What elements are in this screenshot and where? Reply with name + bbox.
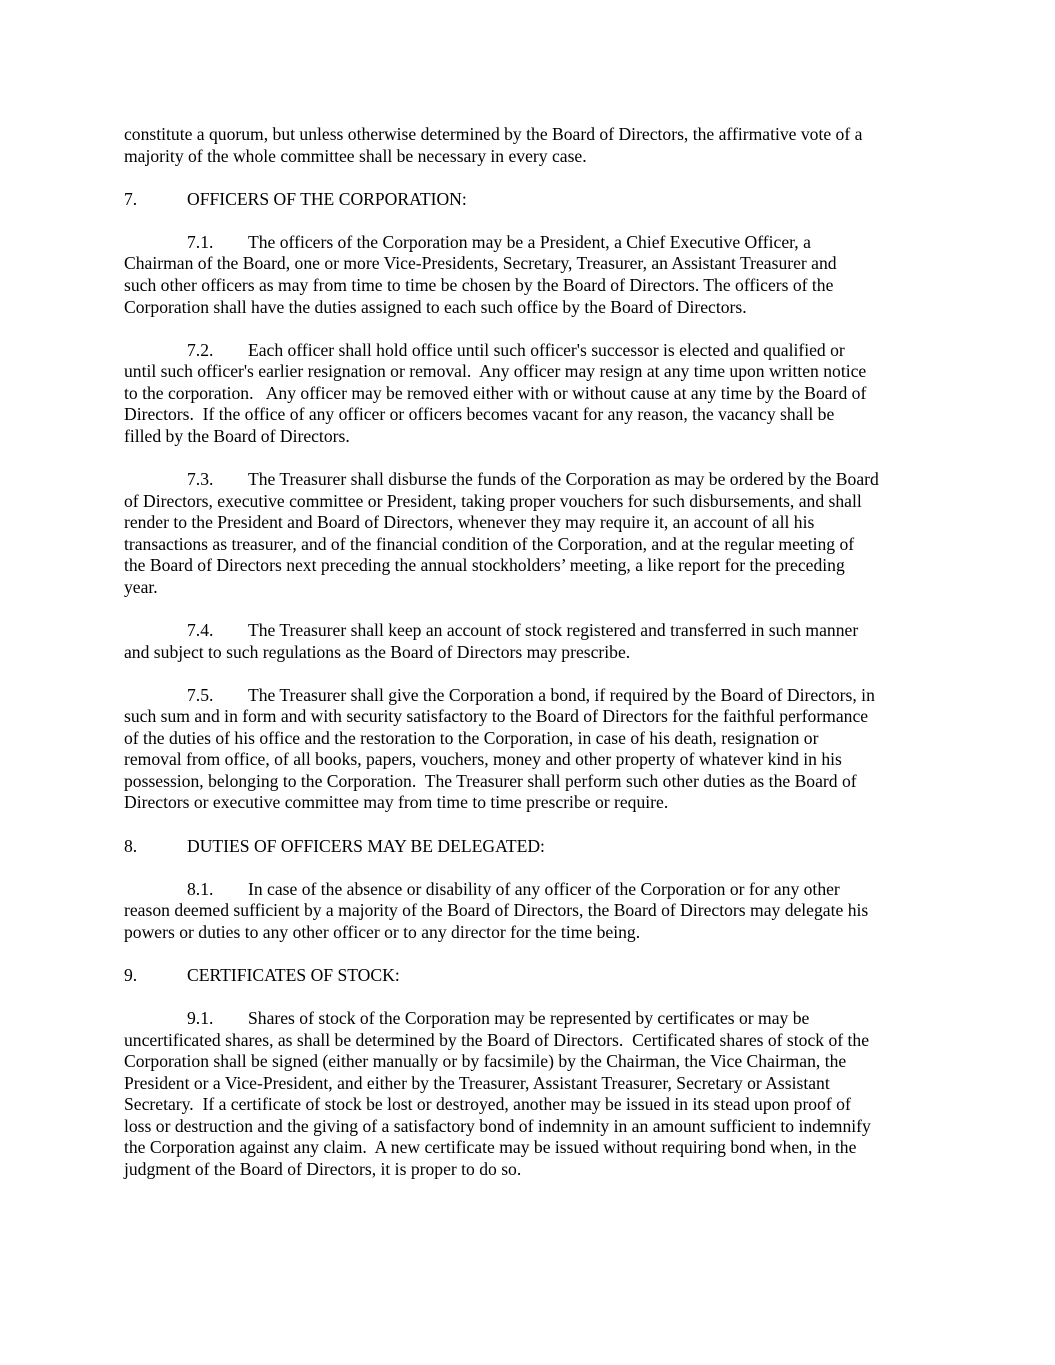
- line-text: CERTIFICATES OF STOCK:: [187, 964, 400, 985]
- line-text: reason deemed sufficient by a majority of the Board of Directors, the Board of Directors may delegate his: [124, 900, 869, 921]
- line-text: such other officers as may from time to time be chosen by the Board of Directors. The officers of the: [124, 274, 834, 295]
- line-text: until such officer's earlier resignation or removal. Any officer may resign at any time upon written notice: [124, 361, 867, 382]
- paragraph-spacer: [124, 663, 944, 685]
- line-text: The Treasurer shall disburse the funds of the Corporation as may be ordered by the Board: [248, 469, 879, 489]
- paragraph: [124, 685, 944, 814]
- text-line: [124, 1051, 944, 1073]
- line-text: Corporation shall be signed (either manually or by facsimile) by the Chairman, the Vice Chairman, the: [124, 1051, 847, 1072]
- section-number: 7.2.: [187, 339, 214, 360]
- line-text: constitute a quorum, but unless otherwise determined by the Board of Directors, the affirmative vote of a: [124, 124, 863, 144]
- paragraph: [124, 879, 944, 944]
- line-text: such sum and in form and with security satisfactory to the Board of Directors for the faithful performance: [124, 706, 869, 727]
- text-line: [124, 1137, 944, 1159]
- text-line: [124, 253, 944, 275]
- text-line: [124, 749, 944, 771]
- paragraph: [124, 469, 944, 598]
- text-line: [124, 491, 944, 513]
- text-line: [124, 836, 944, 858]
- line-text: In case of the absence or disability of any officer of the Corporation or for any other: [248, 878, 840, 899]
- text-line: [124, 900, 944, 922]
- line-text: Secretary. If a certificate of stock be lost or destroyed, another may be issued in its stead upon proof of: [124, 1094, 851, 1115]
- line-text: the Board of Directors next preceding the annual stockholders’ meeting, a like report for the preceding: [124, 555, 845, 576]
- text-line: [124, 297, 944, 319]
- line-text: removal from office, of all books, papers, vouchers, money and other property of whatever kind in his: [124, 749, 842, 770]
- section-number: 8.: [124, 835, 138, 856]
- paragraph-spacer: [124, 987, 944, 1009]
- text-line: [124, 1008, 944, 1030]
- line-text: OFFICERS OF THE CORPORATION:: [187, 188, 467, 209]
- text-line: [124, 469, 944, 491]
- paragraph-spacer: [124, 318, 944, 340]
- text-line: [124, 555, 944, 577]
- section-number: 9.: [124, 964, 138, 985]
- text-line: [124, 275, 944, 297]
- line-text: of the duties of his office and the restoration to the Corporation, in case of his death, resignation or: [124, 727, 819, 748]
- line-text: render to the President and Board of Directors, whenever they may require it, an account of all his: [124, 512, 815, 533]
- text-line: [124, 792, 944, 814]
- section-heading: [124, 189, 944, 211]
- line-text: DUTIES OF OFFICERS MAY BE DELEGATED:: [187, 835, 545, 856]
- section-number: 7.: [124, 188, 138, 209]
- line-text: majority of the whole committee shall be necessary in every case.: [124, 145, 587, 166]
- text-line: [124, 361, 944, 383]
- text-line: [124, 534, 944, 556]
- line-text: Corporation shall have the duties assigned to each such office by the Board of Directors.: [124, 296, 747, 317]
- line-text: loss or destruction and the giving of a satisfactory bond of indemnity in an amount sufficient to indemnify: [124, 1115, 871, 1136]
- text-line: [124, 1116, 944, 1138]
- paragraph-spacer: [124, 598, 944, 620]
- paragraph-spacer: [124, 857, 944, 879]
- line-text: transactions as treasurer, and of the financial condition of the Corporation, and at the regular meeting of: [124, 533, 855, 554]
- line-text: The officers of the Corporation may be a President, a Chief Executive Officer, a: [248, 231, 811, 252]
- paragraph: [124, 620, 944, 663]
- line-text: Chairman of the Board, one or more Vice-Presidents, Secretary, Treasurer, an Assistant Treasurer and: [124, 253, 837, 274]
- text-line: [124, 642, 944, 664]
- paragraph-spacer: [124, 447, 944, 469]
- line-text: of Directors, executive committee or President, taking proper vouchers for such disbursements, and shall: [124, 490, 862, 511]
- text-line: [124, 706, 944, 728]
- line-text: year.: [124, 576, 158, 597]
- section-number: 7.3.: [187, 469, 214, 489]
- line-text: Shares of stock of the Corporation may be represented by certificates or may be: [248, 1008, 810, 1029]
- text-line: [124, 512, 944, 534]
- paragraph: [124, 232, 944, 318]
- text-line: [124, 879, 944, 901]
- line-text: President or a Vice-President, and either by the Treasurer, Assistant Treasurer, Secretary or Assistant: [124, 1072, 830, 1093]
- paragraph-spacer: [124, 943, 944, 965]
- section-heading: [124, 836, 944, 858]
- line-text: The Treasurer shall keep an account of stock registered and transferred in such manner: [248, 619, 859, 640]
- section-number: 7.1.: [187, 231, 214, 252]
- line-text: Directors or executive committee may from time to time prescribe or require.: [124, 792, 669, 813]
- line-text: powers or duties to any other officer or to any director for the time being.: [124, 921, 641, 942]
- text-line: [124, 1159, 944, 1181]
- line-text: filled by the Board of Directors.: [124, 425, 350, 446]
- section-heading: [124, 965, 944, 987]
- text-line: [124, 1094, 944, 1116]
- text-line: [124, 189, 944, 211]
- text-line: [124, 383, 944, 405]
- line-text: Directors. If the office of any officer or officers becomes vacant for any reason, the vacancy shall be: [124, 404, 835, 425]
- paragraph-spacer: [124, 210, 944, 232]
- line-text: possession, belonging to the Corporation. The Treasurer shall perform such other duties as the Board of: [124, 770, 857, 791]
- text-line: [124, 620, 944, 642]
- paragraph: [124, 340, 944, 448]
- text-line: [124, 404, 944, 426]
- paragraph-spacer: [124, 167, 944, 189]
- line-text: Each officer shall hold office until such officer's successor is elected and qualified or: [248, 339, 845, 360]
- paragraph: [124, 1008, 944, 1181]
- section-number: 7.4.: [187, 619, 214, 640]
- text-line: [124, 1073, 944, 1095]
- line-text: uncertificated shares, as shall be determined by the Board of Directors. Certificated shares of stock of the: [124, 1029, 870, 1050]
- text-line: [124, 965, 944, 987]
- text-line: [124, 124, 944, 146]
- line-text: judgment of the Board of Directors, it is proper to do so.: [124, 1159, 522, 1179]
- line-text: The Treasurer shall give the Corporation a bond, if required by the Board of Directors, in: [248, 684, 875, 705]
- paragraph: [124, 124, 944, 167]
- text-line: [124, 232, 944, 254]
- line-text: the Corporation against any claim. A new certificate may be issued without requiring bond when, in the: [124, 1137, 857, 1158]
- paragraph-spacer: [124, 814, 944, 836]
- line-text: to the corporation. Any officer may be removed either with or without cause at any time by the Board of: [124, 382, 867, 403]
- text-line: [124, 340, 944, 362]
- text-line: [124, 426, 944, 448]
- text-line: [124, 728, 944, 750]
- text-line: [124, 577, 944, 599]
- text-line: [124, 1030, 944, 1052]
- document-body: [124, 124, 944, 1181]
- text-line: [124, 146, 944, 168]
- section-number: 8.1.: [187, 878, 214, 899]
- text-line: [124, 922, 944, 944]
- text-line: [124, 771, 944, 793]
- line-text: and subject to such regulations as the Board of Directors may prescribe.: [124, 641, 631, 662]
- section-number: 7.5.: [187, 684, 214, 705]
- text-line: [124, 685, 944, 707]
- section-number: 9.1.: [187, 1008, 214, 1029]
